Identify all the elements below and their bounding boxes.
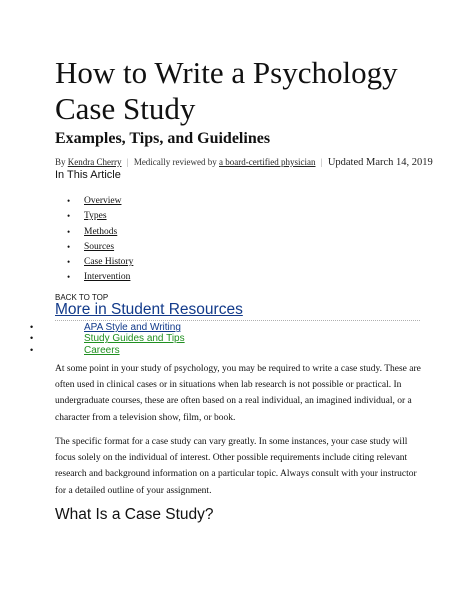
back-to-top-link[interactable]: BACK TO TOP — [55, 293, 109, 302]
resource-item-careers — [30, 345, 185, 356]
author-link[interactable]: Kendra Cherry — [67, 157, 122, 167]
toc-item-intervention — [55, 270, 133, 285]
bullet-icon: • — [30, 322, 34, 332]
byline-by: By — [55, 157, 66, 167]
bullet-icon: • — [30, 333, 34, 344]
resource-item-apa — [30, 322, 185, 333]
resource-link-study-guides[interactable]: Study Guides and Tips — [84, 333, 185, 345]
byline-separator: | — [126, 157, 129, 167]
bullet-icon: • — [30, 344, 34, 355]
bullet-icon: • — [67, 272, 71, 283]
reviewer-link[interactable]: a board-certified physician — [219, 157, 316, 167]
resources-list — [30, 322, 185, 356]
toc-link-overview[interactable]: Overview — [84, 196, 122, 206]
toc-link-types[interactable]: Types — [84, 211, 107, 222]
body-paragraph-1: At some point in your study of psychology, you may be required to write a case study. These are often used in clinical cases or in situations when lab research is not possible or practical. In undergraduate courses, these are often based on a real individual, an imagined individual, or a character from a television show, film, or book. — [55, 364, 421, 423]
table-of-contents — [55, 194, 133, 286]
toc-item-types — [55, 209, 133, 224]
resource-item-study-guides — [30, 333, 185, 344]
more-resources-heading[interactable]: More in Student Resources — [55, 301, 420, 321]
toc-link-methods[interactable]: Methods — [84, 226, 118, 237]
byline-separator-2: | — [320, 157, 323, 167]
toc-link-sources[interactable]: Sources — [84, 241, 115, 252]
reviewed-prefix: Medically reviewed by — [133, 157, 217, 167]
bullet-icon: • — [67, 226, 71, 237]
bullet-icon: • — [67, 196, 71, 206]
resource-link-apa[interactable]: APA Style and Writing — [84, 322, 181, 333]
byline — [55, 157, 433, 168]
toc-link-case-history[interactable]: Case History — [84, 257, 134, 268]
toc-link-intervention[interactable]: Intervention — [84, 272, 131, 283]
page-subtitle: Examples, Tips, and Guidelines — [55, 130, 271, 147]
bullet-icon: • — [67, 211, 71, 222]
section-heading: What Is a Case Study? — [55, 506, 214, 523]
toc-item-overview — [55, 194, 133, 209]
in-this-article-heading: In This Article — [55, 169, 121, 181]
bullet-icon: • — [67, 257, 71, 268]
body-paragraph-2: The specific format for a case study can vary greatly. In some instances, your case study will focus solely on the individual of interest. Other possible requirements include citing relevant research and background information on a particular topic. Always consult with your instructor for a detailed outline of your assignment. — [55, 437, 417, 496]
bullet-icon: • — [67, 241, 71, 252]
updated-date: Updated March 14, 2019 — [327, 157, 433, 168]
toc-item-case-history — [55, 255, 133, 270]
page-title: How to Write a Psychology Case Study — [55, 55, 398, 126]
resource-link-careers[interactable]: Careers — [84, 344, 120, 356]
toc-item-sources — [55, 240, 133, 255]
toc-item-methods — [55, 225, 133, 240]
